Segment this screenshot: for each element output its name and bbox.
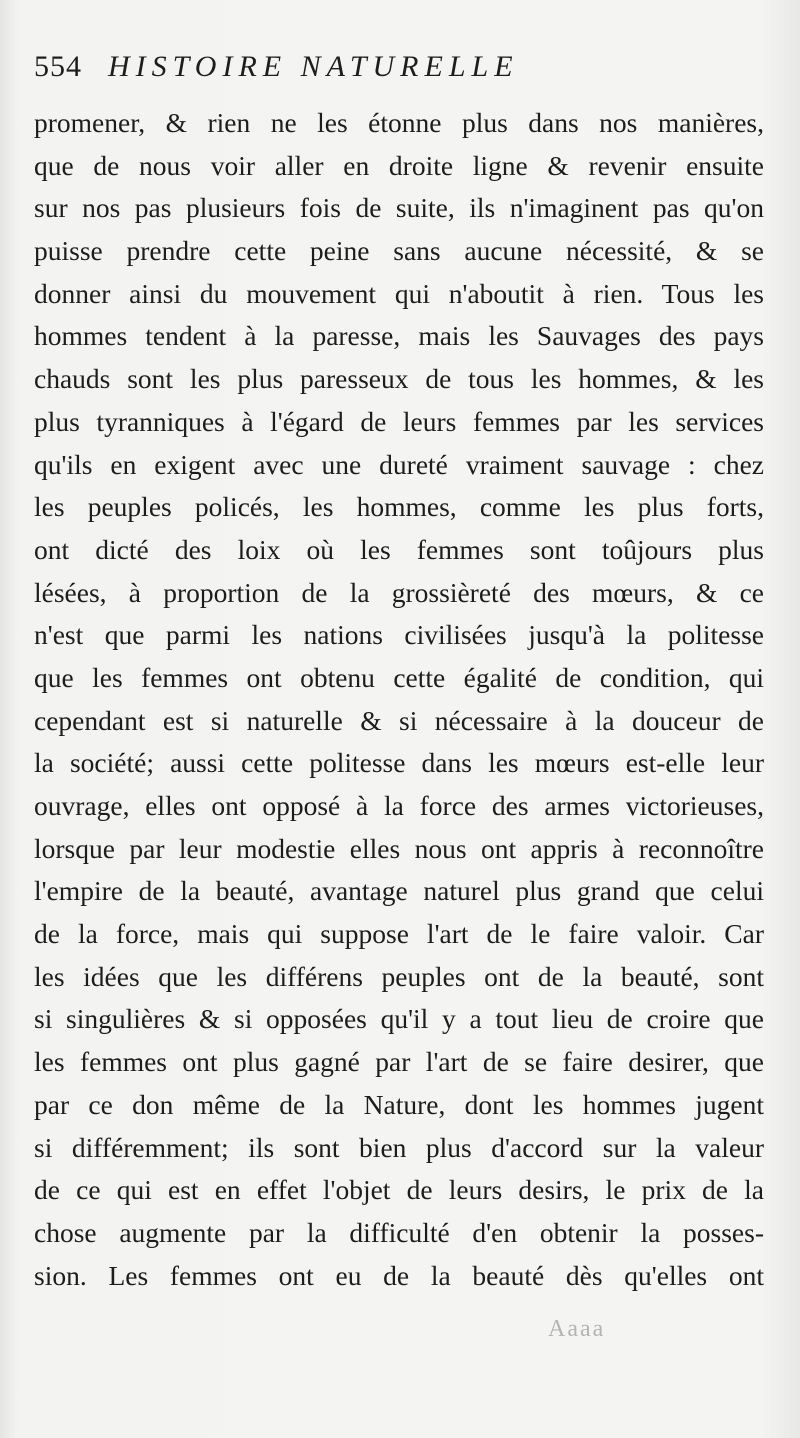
text-line: que les femmes ont obtenu cette égalité de condition, qui [34, 661, 764, 693]
text-line: les femmes ont plus gagné par l'art de se faire desirer, que [34, 1046, 764, 1078]
text-line: ont dicté des loix où les femmes sont toûjours plus [34, 533, 764, 565]
text-line: plus tyranniques à l'égard de leurs femmes par les services [34, 405, 764, 437]
text-line: ouvrage, elles ont opposé à la force des armes victorieuses, [34, 790, 764, 821]
text-line: les idées que les différens peuples ont de la beauté, sont [34, 960, 764, 992]
text-line: que de nous voir aller en droite ligne & revenir ensuite [34, 149, 764, 181]
text-line: lorsque par leur modestie elles nous ont appris à reconnoître [34, 832, 764, 864]
text-line: donner ainsi du mouvement qui n'aboutit à rien. Tous les [34, 277, 764, 309]
text-line: si singulières & si opposées qu'il y a tout lieu de croire que [34, 1003, 764, 1035]
text-line: de ce qui est en effet l'objet de leurs desirs, le prix de la [34, 1174, 764, 1206]
text-line: lésées, à proportion de la grossièreté des mœurs, & ce [34, 576, 764, 608]
running-head: HISTOIRE NATURELLE [108, 50, 519, 83]
text-line: de la force, mais qui suppose l'art de le faire valoir. Car [34, 918, 764, 950]
text-line: cependant est si naturelle & si nécessaire à la douceur de [34, 704, 764, 736]
text-line: la société; aussi cette politesse dans les mœurs est-elle leur [34, 747, 764, 779]
text-line: n'est que parmi les nations civilisées jusqu'à la politesse [34, 619, 764, 651]
text-line: par ce don même de la Nature, dont les hommes jugent [34, 1088, 764, 1120]
body-text [34, 102, 764, 1297]
text-line: les peuples policés, les hommes, comme les plus forts, [34, 491, 764, 523]
text-line: chose augmente par la difficulté d'en obtenir la posses- [34, 1216, 764, 1248]
page-header [34, 50, 774, 100]
signature-mark: Aaaa [548, 1316, 606, 1342]
text-line: chauds sont les plus paresseux de tous les hommes, & les [34, 363, 764, 395]
page-number: 554 [34, 50, 82, 83]
text-line: si différemment; ils sont bien plus d'accord sur la valeur [34, 1131, 764, 1163]
text-line: puisse prendre cette peine sans aucune nécessité, & se [34, 235, 764, 267]
text-line: sur nos pas plusieurs fois de suite, ils n'imaginent pas qu'on [34, 192, 764, 224]
text-line: hommes tendent à la paresse, mais les Sauvages des pays [34, 320, 764, 352]
text-line: promener, & rien ne les étonne plus dans nos manières, [34, 107, 764, 138]
text-line: qu'ils en exigent avec une dureté vraiment sauvage : chez [34, 448, 764, 480]
text-line: l'empire de la beauté, avantage naturel plus grand que celui [34, 875, 764, 907]
text-line: sion. Les femmes ont eu de la beauté dès qu'elles ont [34, 1259, 764, 1291]
